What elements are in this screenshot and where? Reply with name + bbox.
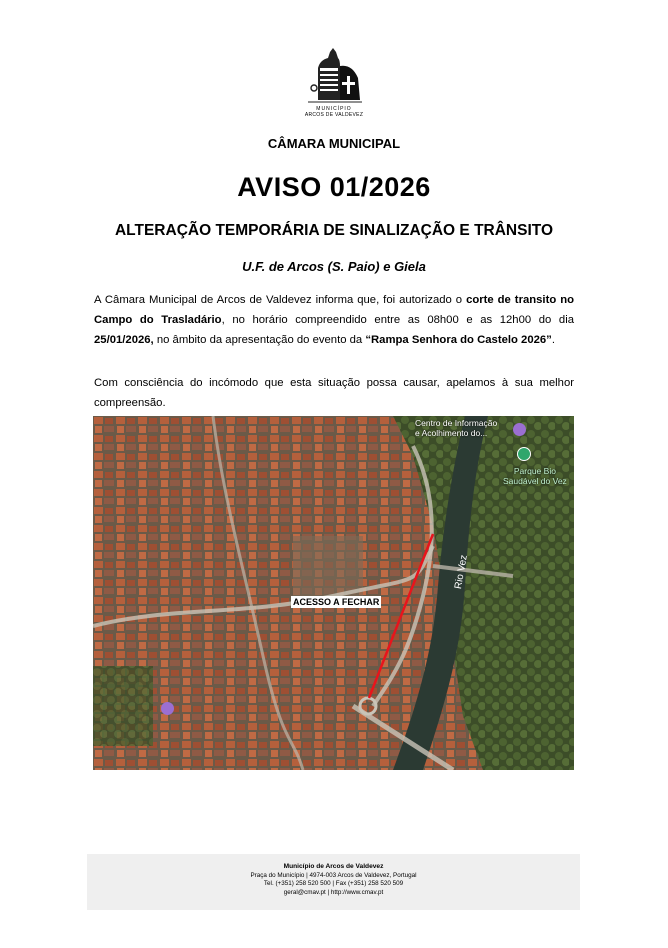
notice-title: AVISO 01/2026 xyxy=(237,172,431,202)
notice-subtitle: ALTERAÇÃO TEMPORÁRIA DE SINALIZAÇÃO E TRÂNSITO xyxy=(114,222,554,239)
river-label: Rio Vez xyxy=(453,554,470,590)
aerial-map xyxy=(93,416,574,770)
logo-line-2: ARCOS DE VALDEVEZ xyxy=(304,112,364,118)
notice-paragraph-1: A Câmara Municipal de Arcos de Valdevez informa que, foi autorizado o corte de transito no Campo do Trasladário, no horário compreendido entre as 08h00 e as 12h00 do dia 25/01/2026, no âmbito da apresentação do evento da “Rampa Senhora do Castelo 2026”. xyxy=(94,294,574,346)
closure-label: ACESSO A FECHAR xyxy=(293,597,380,607)
poi-info-center-icon[interactable] xyxy=(513,423,526,436)
poi-park-label: Parque Bio Saudável do Vez xyxy=(503,466,567,486)
parish-name: U.F. de Arcos (S. Paio) e Giela xyxy=(242,259,426,274)
footer-contacts[interactable]: geral@cmav.pt | http://www.cmav.pt xyxy=(283,888,384,896)
footer-address: Praça do Município | 4974-003 Arcos de Valdevez, Portugal xyxy=(250,871,417,879)
footer-name: Município de Arcos de Valdevez xyxy=(283,863,384,870)
footer-phones: Tel. (+351) 258 520 500 | Fax (+351) 258 520 509 xyxy=(263,880,404,888)
poi-monument-icon[interactable] xyxy=(161,702,174,715)
footer xyxy=(87,854,580,910)
notice-paragraph-2: Com consciência do incómodo que esta situação possa causar, apelamos à sua melhor compreensão. xyxy=(94,377,574,409)
poi-park-icon[interactable] xyxy=(517,447,531,461)
logo-line-1: MUNICÍPIO xyxy=(316,106,352,112)
department-name: CÂMARA MUNICIPAL xyxy=(267,136,401,151)
logo-emblem-icon xyxy=(308,48,362,102)
poi-info-center-label: Centro de Informação e Acolhimento do... xyxy=(415,418,498,438)
